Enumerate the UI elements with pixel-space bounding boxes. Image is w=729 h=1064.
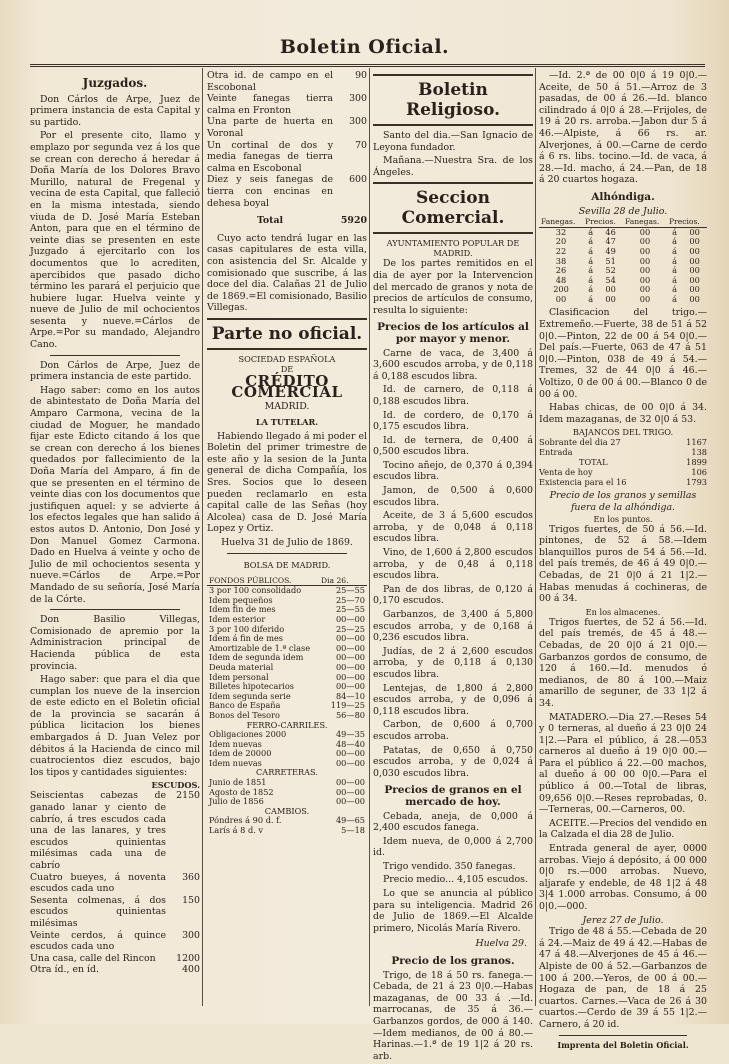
- alhondiga-title: Alhóndiga.: [591, 190, 655, 203]
- precios-list: [373, 348, 533, 780]
- clasificacion-trigo: Clasificacion del trigo.—Extremeño.—Fuerte, 38 de 51 á 52 0|0.—Pinton, 22 de 00 á 54 0|0.—Del país.—Fuerte, 063 de 47 á 51 0|0.—Pinton, 038 de 49 á 54.—Tremes, 32 de 44 0|0 á 46.—Voltizo, 0 de 00 á 00.—Blanco 0 de 00 á 00.: [539, 307, 707, 400]
- asset-row: [207, 70, 367, 93]
- bolsa-title: BOLSA DE MADRID.: [243, 559, 331, 570]
- precio-item: Vino, de 1,600 á 2,800 escudos arroba, y de 0,48 á 0,118 escudos libra.: [373, 547, 533, 582]
- total-label: Total: [257, 215, 284, 227]
- precio-item: Judías, de 2 á 2,600 escudos arroba, y de 0,118 á 0,130 escudos libra.: [373, 645, 533, 680]
- asset-label: Otra id. de campo en el Escobonal: [207, 70, 333, 93]
- column-divider: [535, 68, 536, 1006]
- alhondiga-cell: 38: [555, 255, 567, 266]
- total-value: 5920: [340, 215, 367, 227]
- ayuntamiento-city: MADRID.: [433, 248, 473, 259]
- manana-text: Mañana.—Nuestra Sra. de los Ángeles.: [373, 155, 533, 178]
- alhondiga-cell: 00: [689, 265, 700, 276]
- matadero-text: MATADERO.—Dia 27.—Reses 54 y 0 terneras, al dueño á 23 0|0 24 1|2.—Para el público, á 28.—053 carneros al dueño á 19 0|0 00.—Para el público á 22.—00 machos, al dueño á 00 00 0|0.—Para el público á 00.—Total de libras, 09,656 0|0.—Reses reprobadas, 0.—Terneras, 00.—Carneros, 00.: [539, 711, 707, 816]
- alhondiga-cell: á: [672, 255, 678, 266]
- alhondiga-cell: 54: [605, 274, 616, 285]
- alhondiga-cell: á: [672, 274, 678, 285]
- alhondiga-cell: 32: [555, 226, 567, 237]
- asset-value: 150: [182, 894, 200, 906]
- alhondiga-cell: 00: [689, 236, 700, 247]
- asset-value: 600: [349, 174, 367, 186]
- alhondiga-cell: á: [672, 265, 678, 276]
- asset-label: Cuatro bueyes, á noventa escudos cada uno: [30, 871, 166, 895]
- asset-label: Sesenta colmenas, á dos escudos quinientas milésimas: [30, 894, 166, 929]
- alhondiga-cell: 51: [605, 255, 616, 266]
- asset-value: 300: [182, 929, 200, 941]
- society-line-1: SOCIEDAD ESPAÑOLA: [238, 353, 336, 364]
- huelva-dateline: Huelva 29.: [475, 938, 527, 950]
- column-1: [30, 70, 200, 976]
- entrada-value: 138: [691, 447, 707, 458]
- asset-row: [207, 93, 367, 116]
- fondo-value: 00—00: [335, 681, 365, 692]
- total-label: TOTAL: [579, 457, 608, 468]
- masthead-title: Boletin Oficial.: [279, 36, 450, 58]
- column-4: [539, 70, 707, 1050]
- asset-value: 2150: [176, 790, 200, 802]
- fondo-value: 25—55: [335, 604, 365, 615]
- asset-label: Un cortinal de dos y media fanegas de tierra calma en Escobonal: [207, 139, 333, 174]
- alhondiga-cell: 00: [639, 265, 651, 276]
- asset-label: Veinte cerdos, á quince escudos cada uno: [30, 929, 166, 953]
- edict-body: Hago saber: que para el dia que cumplan los nueve de la insercion de este edicto en el Boletin oficial de la provincia se sacarán á pública licitacion los bienes embargados á D. Juan Velez por débitos á la Hacienda de cinco mil cuatrocientos diez escudos, bajo los tipos y cantidades siguientes:: [30, 674, 200, 778]
- jerez-dateline: Jerez 27 de Julio.: [582, 914, 664, 926]
- separator: [50, 609, 180, 610]
- bajancos-heading: BAJANCOS DEL TRIGO.: [572, 427, 674, 438]
- fondo-value: 00—00: [335, 633, 365, 644]
- fondo-value: 00—00: [335, 777, 365, 788]
- alhondiga-cell: 00: [689, 293, 700, 304]
- sobrante-label: Sobrante del dia 27: [539, 437, 621, 448]
- precio-item: Aceite, de 3 á 5,600 escudos arroba, y de 0,048 á 0,118 escudos libra.: [373, 510, 533, 545]
- fondo-name: Idem nuevas: [209, 757, 262, 768]
- separator: [559, 1035, 687, 1036]
- asset-row: [207, 116, 367, 139]
- comercial-intro: De los partes remitidos en el dia de ayer por la Intervencion del mercado de granos y nota de precios de artículos de consumo, resulta lo siguiente:: [373, 258, 533, 316]
- tutelar-signature: Huelva 31 de Julio de 1869.: [221, 537, 353, 548]
- fondo-name: Idem de segunda idem: [209, 652, 304, 663]
- escudos-header: ESCUDOS.: [151, 780, 200, 791]
- edict-heading: Don Cárlos de Arpe, Juez de primera instancia de este partido.: [30, 359, 200, 383]
- alhondiga-cell: á: [588, 245, 594, 256]
- alhondiga-cell: á: [588, 293, 594, 304]
- precio-granos-heading: Precio de los granos.: [391, 955, 515, 968]
- column-divider: [202, 68, 203, 1006]
- alhondiga-cell: 22: [555, 245, 567, 256]
- fondo-value: 49—65: [335, 815, 365, 826]
- asset-row: [207, 140, 367, 175]
- asset-row: [30, 953, 200, 965]
- fondo-name: Junio de 1851: [209, 777, 267, 788]
- fondos-header: FONDOS PÚBLICOS.: [207, 576, 319, 586]
- asset-label: Una parte de huerta en Voronal: [207, 116, 333, 139]
- precio-item: Lentejas, de 1,800 á 2,800 escudos arroba, y de 0,096 á 0,118 escudos libra.: [373, 682, 533, 717]
- asset-row: [30, 964, 200, 976]
- asset-label: Una casa, calle del Rincon: [30, 952, 156, 964]
- alhondiga-cell: 49: [605, 245, 616, 256]
- fondo-name: Billetes hipotecarios: [209, 681, 294, 692]
- fondo-name: Banco de España: [209, 700, 281, 711]
- fondo-value: 25—70: [335, 594, 365, 605]
- asset-value: 360: [182, 871, 200, 883]
- separator: [50, 355, 180, 356]
- alhondiga-cell: á: [672, 245, 678, 256]
- alhondiga-cell: 00: [605, 293, 616, 304]
- fondo-value: 48—40: [335, 738, 365, 749]
- alhondiga-cell: 00: [689, 245, 700, 256]
- sobrante-value: 1167: [686, 437, 707, 448]
- fondo-value: 00—00: [335, 757, 365, 768]
- alhondiga-cell: 00: [639, 255, 651, 266]
- alhondiga-cell: 26: [555, 265, 567, 276]
- existencia-label: Existencia para el 16: [539, 477, 627, 488]
- fondo-value: 5—18: [341, 825, 365, 836]
- almacenes-body: Trigos fuertes, de 52 á 56.—Id. del país tremés, de 45 á 48.—Cebadas, de 20 0|0 á 21 0|0.—Garbanzos gordos de consumo, de 120 á 160.—Id. menudos ó medianos, de 80 á 100.—Maiz amarillo de seguner, de 33 1|2 á 34.: [539, 616, 707, 709]
- fondo-value: 25—55: [335, 585, 365, 596]
- precio-item: Garbanzos, de 3,400 á 5,800 escudos arroba, y de 0,168 á 0,236 escudos libra.: [373, 609, 533, 644]
- alhondiga-cell: á: [672, 226, 678, 237]
- fondo-name: Idem á fin de mes: [209, 633, 284, 644]
- alhondiga-cell: 47: [605, 236, 616, 247]
- alhondiga-cell: á: [588, 226, 594, 237]
- fondo-value: 00—00: [335, 786, 365, 797]
- alhondiga-cell: 52: [605, 265, 616, 276]
- entrada-label: Entrada: [539, 447, 573, 458]
- alhondiga-cell: 200: [553, 284, 569, 295]
- alhondiga-cell: á: [588, 284, 594, 295]
- entrada-row: [539, 447, 707, 457]
- column-2: [207, 70, 367, 836]
- edict-body: Hago saber: como en los autos de abintestato de Doña María del Amparo Carmona, vecina de la ciudad de Moguer, he mandado fijar este Edicto citando á los que se crean con derecho á los bienes quedados por fallecimiento de la Doña María del Amparo, á fin de que se presenten en el término de veinte dias con los documentos que justifiquen aquel: y se advierte á los efectos legales que han salido á estos autos D. Antonio, Don José y Don Manuel Gomez Carmona. Dado en Huelva á veinte y ocho de Julio de mil ochocientos sesenta y nueve.=Cárlos de Arpe.=Por Mandado de su señoría, José María de la Córte.: [30, 384, 200, 605]
- grano-item: Precio medio... 4,105 escudos.: [383, 874, 528, 886]
- aceite-body: Entrada general de ayer, 0000 arrobas. Viejo á depósito, á 00 000 0|0 rs.—000 arrobas. Nuevo, aljarafe y endeble, de 48 1|2 á 48 3|4 1.000 arrobas. Consumo, á 00 0|0.—000.: [539, 843, 707, 912]
- asset-value: 400: [182, 964, 200, 976]
- alhondiga-cell: á: [588, 236, 594, 247]
- granos-list: [373, 811, 533, 887]
- granos-heading: Precios de granos en el mercado de hoy.: [384, 784, 522, 808]
- fondo-name: Deuda material: [209, 661, 274, 672]
- alhondiga-cell: 00: [639, 284, 651, 295]
- tutelar-title: LA TUTELAR.: [255, 416, 319, 427]
- fondo-value: 00—00: [335, 796, 365, 807]
- society-name: CRÉDITO COMERCIAL: [231, 371, 343, 402]
- sobrante-row: [539, 437, 707, 447]
- fondo-value: 00—00: [335, 671, 365, 682]
- alhondiga-col-header: Fanegas.: [539, 217, 583, 227]
- precio-item: Id. de cordero, de 0,170 á 0,175 escudos libra.: [373, 409, 533, 433]
- fondo-name: Idem de 20000: [209, 748, 272, 759]
- asset-label: Seiscientas cabezas de ganado lanar y ciento de cabrío, á tres escudos cada una de las lanares, y tres escudos quinientas milésimas cada una de cabrío: [30, 790, 166, 871]
- alhondiga-cell: á: [588, 274, 594, 285]
- fondo-name: Bonos del Tesoro: [209, 709, 280, 720]
- section-title-juzgados: Juzgados.: [82, 76, 148, 90]
- alhondiga-col-header: Precios.: [583, 217, 623, 227]
- total-row: [207, 215, 367, 227]
- masthead-rule: [30, 64, 705, 67]
- asset-list: [30, 790, 200, 976]
- asset-label: Diez y seis fanegas de tierra con encinas en dehesa boyal: [207, 174, 333, 209]
- precio-item: Jamon, de 0,500 á 0,600 escudos libra.: [373, 485, 533, 508]
- asset-row: [207, 174, 367, 209]
- alhondiga-cell: 00: [639, 293, 651, 304]
- puntos-heading: En los puntos.: [593, 513, 653, 524]
- fondo-name: Idem segunda serie: [209, 690, 291, 701]
- habas-text: Habas chicas, de 00 0|0 á 34. Idem mazaganas, de 32 0|0 á 53.: [539, 402, 707, 425]
- asset-list-continued: [207, 70, 367, 209]
- asset-row: [30, 790, 200, 871]
- column-divider: [369, 68, 370, 1006]
- precio-item: Carbon, de 0,600 á 0,700 escudos arroba.: [373, 719, 533, 742]
- society-city: MADRID.: [264, 401, 310, 413]
- alhondiga-col-header: Precios.: [667, 217, 707, 227]
- venta-row: [539, 467, 707, 477]
- fondo-value: 00—00: [335, 613, 365, 624]
- fondo-name: Agosto de 1852: [209, 786, 274, 797]
- precios-heading: Precios de los artículos al por mayor y menor.: [377, 321, 529, 345]
- grano-item: Idem nueva, de 0,000 á 2,700 id.: [373, 835, 533, 859]
- alhondiga-cell: 00: [689, 284, 700, 295]
- ayuntamiento-heading: AYUNTAMIENTO POPULAR DE: [386, 238, 520, 249]
- asset-row: [30, 895, 200, 930]
- existencia-row: [539, 477, 707, 487]
- edict-body: Por el presente cito, llamo y emplazo por segunda vez á los que se crean con derecho á heredar á Doña María de los Dolores Bravo Murillo, natural de Fregenal y vecina de esta Capital, que falleció en la misma intestada, siendo viuda de D. José María Esteban Anton, para que en el término de veinte dias se presenten en este Juzgado á ejercitarlo con los documentos que lo acrediten, apercibidos que pasado dicho término les parará el perjuicio que hubiere lugar. Huelva veinte y nueve de Julio de mil ochocientos sesenta y nueve.=Cárlos de Arpe.=Por su mandado, Alejandro Cano.: [30, 130, 200, 351]
- precio-item: Id. de ternera, de 0,400 á 0,500 escudos libra.: [373, 434, 533, 458]
- column-3: [373, 70, 533, 1064]
- fondo-value: 00—00: [335, 748, 365, 759]
- fondo-name: 3 por 100 diferido: [209, 623, 285, 634]
- alhondiga-cell: á: [672, 284, 678, 295]
- subheader-label: CAMBIOS.: [264, 805, 310, 816]
- total-row: [539, 457, 707, 467]
- aceite-heading: ACEITE.—Precios del vendido en la Calzada el dia 28 de Julio.: [539, 817, 707, 841]
- asset-value: 300: [349, 116, 367, 128]
- alhondiga-cell: á: [588, 255, 594, 266]
- precio-item: Patatas, de 0,650 á 0,750 escudos arroba, y de 0,024 á 0,030 escudos libra.: [373, 744, 533, 779]
- asset-row: [30, 930, 200, 953]
- anuncio-text: Lo que se anuncia al público para su inteligencia. Madrid 26 de Julio de 1869.—El Alcalde primero, Nicolás María Rivero.: [373, 888, 533, 934]
- grano-item: Cebada, aneja, de 0,000 á 2,400 escudos fanega.: [373, 810, 533, 834]
- alhondiga-cell: 00: [689, 226, 700, 237]
- society-line-2: DE: [280, 363, 294, 374]
- subheader-label: FERRO-CARRILES.: [246, 719, 328, 730]
- fondo-name: Idem esterior: [209, 613, 266, 624]
- fondo-value: 49—35: [335, 729, 365, 740]
- alhondiga-cell: á: [588, 265, 594, 276]
- tutelar-body: Habiendo llegado á mi poder el Boletin del primer trimestre de este año y la sesion de la Junta general de dicha Compañía, los Sres. Socios que lo deseen pueden reclamarlo en esta capital calle de las Señas (hoy Alcolea) casa de D. José María Lopez y Ortiz.: [207, 430, 367, 535]
- sevilla-dateline: Sevilla 28 de Julio.: [578, 205, 668, 217]
- table-row: [207, 826, 367, 836]
- alhondiga-cell: 00: [689, 274, 700, 285]
- alhondiga-cell: á: [672, 293, 678, 304]
- grano-item: Trigo vendido. 350 fanegas.: [383, 860, 516, 872]
- precio-item: Id. de carnero, de 0,118 á 0,188 escudos libra.: [373, 384, 533, 407]
- fondo-value: 56—80: [335, 709, 365, 720]
- alhondiga-cell: 00: [639, 274, 651, 285]
- precio-item: Carne de vaca, de 3,400 á 3,600 escudos arroba, y de 0,118 á 0,188 escudos libra.: [373, 347, 533, 382]
- fondo-name: Obligaciones 2000: [209, 729, 287, 740]
- separator: [227, 553, 347, 554]
- asset-label: Otra íd., en íd.: [30, 964, 99, 976]
- subheader-label: CARRETERAS.: [256, 767, 318, 778]
- precio-granos-body: Trigo, de 18 á 50 rs. fanega.—Cebada, de 21 á 23 0|0.—Habas mazaganas, de 00 33 á .—Id. marrocanas, de 35 á 36.—Garbanzos gordos, de 000 á 140.—Idem medianos, de 00 á 80.—Harinas.—1.ª de 19 1|2 á 20 rs. arb.: [373, 969, 533, 1062]
- alhondiga-col-header: Fanegas.: [623, 217, 667, 227]
- precio-item: Tocino añejo, de 0,370 á 0,394 escudos libra.: [373, 459, 533, 483]
- alhondiga-cell: 00: [555, 293, 567, 304]
- alhondiga-cell: á: [672, 236, 678, 247]
- imprenta-footer: Imprenta del Boletin Oficial.: [557, 1039, 689, 1050]
- venta-value: 106: [691, 467, 707, 478]
- fondo-name: Idem personal: [209, 671, 269, 682]
- alhondiga-cell: 20: [555, 236, 567, 247]
- jerez-body: Trigo de 48 á 55.—Cebada de 20 á 24.—Maiz de 49 á 42.—Habas de 47 á 48.—Alverjones de 45 á 46.—Alpiste de 00 á 52.—Garbanzos de 100 á 200.—Yeros, de 00 á 00.—Hogaza de pan, de 18 á 25 cuartos. Carnes.—Vaca de 26 á 30 cuartos.—Cerdo de 39 á 55 1|2.—Carnero, á 20 id.: [539, 926, 707, 1030]
- asset-value: 300: [349, 93, 367, 105]
- alhondiga-cell: 00: [605, 284, 616, 295]
- fondo-name: Idem fin de mes: [209, 604, 276, 615]
- alhondiga-cell: 00: [639, 226, 651, 237]
- puntos-body: Trigos fuertes, de 50 á 56.—Id. pintones, de 52 á 58.—Idem blanquillos puros de 54 á 56.—Id. del país tremés, de 46 á 49 0|0.—Cebadas, de 21 0|0 á 21 1|2.—Habas menudas á cochineras, de 00 á 34.: [539, 523, 707, 605]
- closing-text: Cuyo acto tendrá lugar en las casas capitulares de esta villa, con asistencia del Sr. Alcalde y comisionado que suscribe, á las doce del dia. Calañas 21 de Julio de 1869.=El comisionado, Basilio Villegas.: [207, 232, 367, 314]
- fondo-name: Amortizable de 1.ª clase: [209, 642, 311, 653]
- alhondiga-cell: 46: [605, 226, 616, 237]
- fondos-date: Dia 26.: [319, 576, 367, 586]
- fondo-value: 00—00: [335, 642, 365, 653]
- section-title-religioso: Boletin Religioso.: [373, 74, 533, 126]
- fondo-name: Póndres á 90 d. f.: [209, 815, 282, 826]
- asset-value: 90: [355, 70, 367, 81]
- almacenes-heading: En los almacenes.: [585, 606, 661, 617]
- fondo-name: 3 por 100 consolidado: [209, 585, 302, 596]
- prices-continued: —Id. 2.ª de 00 0|0 á 19 0|0.—Aceite, de 50 á 51.—Arroz de 3 pasadas, de 00 á 26.—Id. blanco cilindrado á 0|0 á 28.—Frijoles, de 19 á 20 rs. arroba.—Jabon dur 5 á 46.—Alpiste, á 66 rs. ar. Alverjones, á 00.—Carne de cerdo á 6 rs. libs. tocino.—Id. de vaca, á 28.—Id. macho, á 24.—Pan, de 18 á 20 cuartos hogaza.: [539, 70, 707, 186]
- santo-del-dia: Santo del dia.—San Ignacio de Leyona fundador.: [373, 130, 533, 153]
- alhondiga-table: [539, 217, 707, 304]
- table-row: [539, 295, 707, 305]
- alhondiga-cell: 48: [555, 274, 567, 285]
- fondo-name: Idem pequeños: [209, 594, 273, 605]
- asset-row: [30, 872, 200, 895]
- fondo-value: 84—10: [335, 690, 365, 701]
- asset-value: 1200: [176, 952, 200, 964]
- existencia-value: 1793: [686, 477, 707, 488]
- fondo-value: 00—00: [335, 661, 365, 672]
- edict-heading: Don Cárlos de Arpe, Juez de primera instancia de esta Capital y su partido.: [30, 93, 200, 128]
- asset-label: Veinte fanegas tierra calma en Fronton: [207, 93, 333, 116]
- venta-label: Venta de hoy: [539, 467, 593, 478]
- bolsa-table: [207, 576, 367, 836]
- section-title-parte-no-oficial: Parte no oficial.: [207, 318, 367, 350]
- fondo-name: Idem nuevas: [209, 738, 262, 749]
- alhondiga-cell: 00: [639, 236, 651, 247]
- edict-heading: Don Basilio Villegas, Comisionado de apremio por la Administracion principal de Hacienda pública de esta provincia.: [30, 614, 200, 672]
- section-title-comercial: Seccion Comercial.: [373, 182, 533, 234]
- fondo-name: Larís á 8 d. v: [209, 825, 264, 836]
- fondo-value: 00—00: [335, 652, 365, 663]
- asset-value: 70: [355, 139, 367, 151]
- precio-granos-fuera-heading: Precio de los granos y semillas fuera de la alhóndiga.: [549, 490, 697, 513]
- fondo-value: 25—25: [335, 623, 365, 634]
- total-value: 1899: [686, 457, 707, 468]
- alhondiga-cell: 00: [689, 255, 700, 266]
- precio-item: Pan de dos libras, de 0,120 á 0,170 escudos.: [373, 583, 533, 607]
- alhondiga-cell: 00: [639, 245, 651, 256]
- fondo-name: Julio de 1856: [209, 796, 264, 807]
- fondo-value: 119—25: [330, 700, 365, 711]
